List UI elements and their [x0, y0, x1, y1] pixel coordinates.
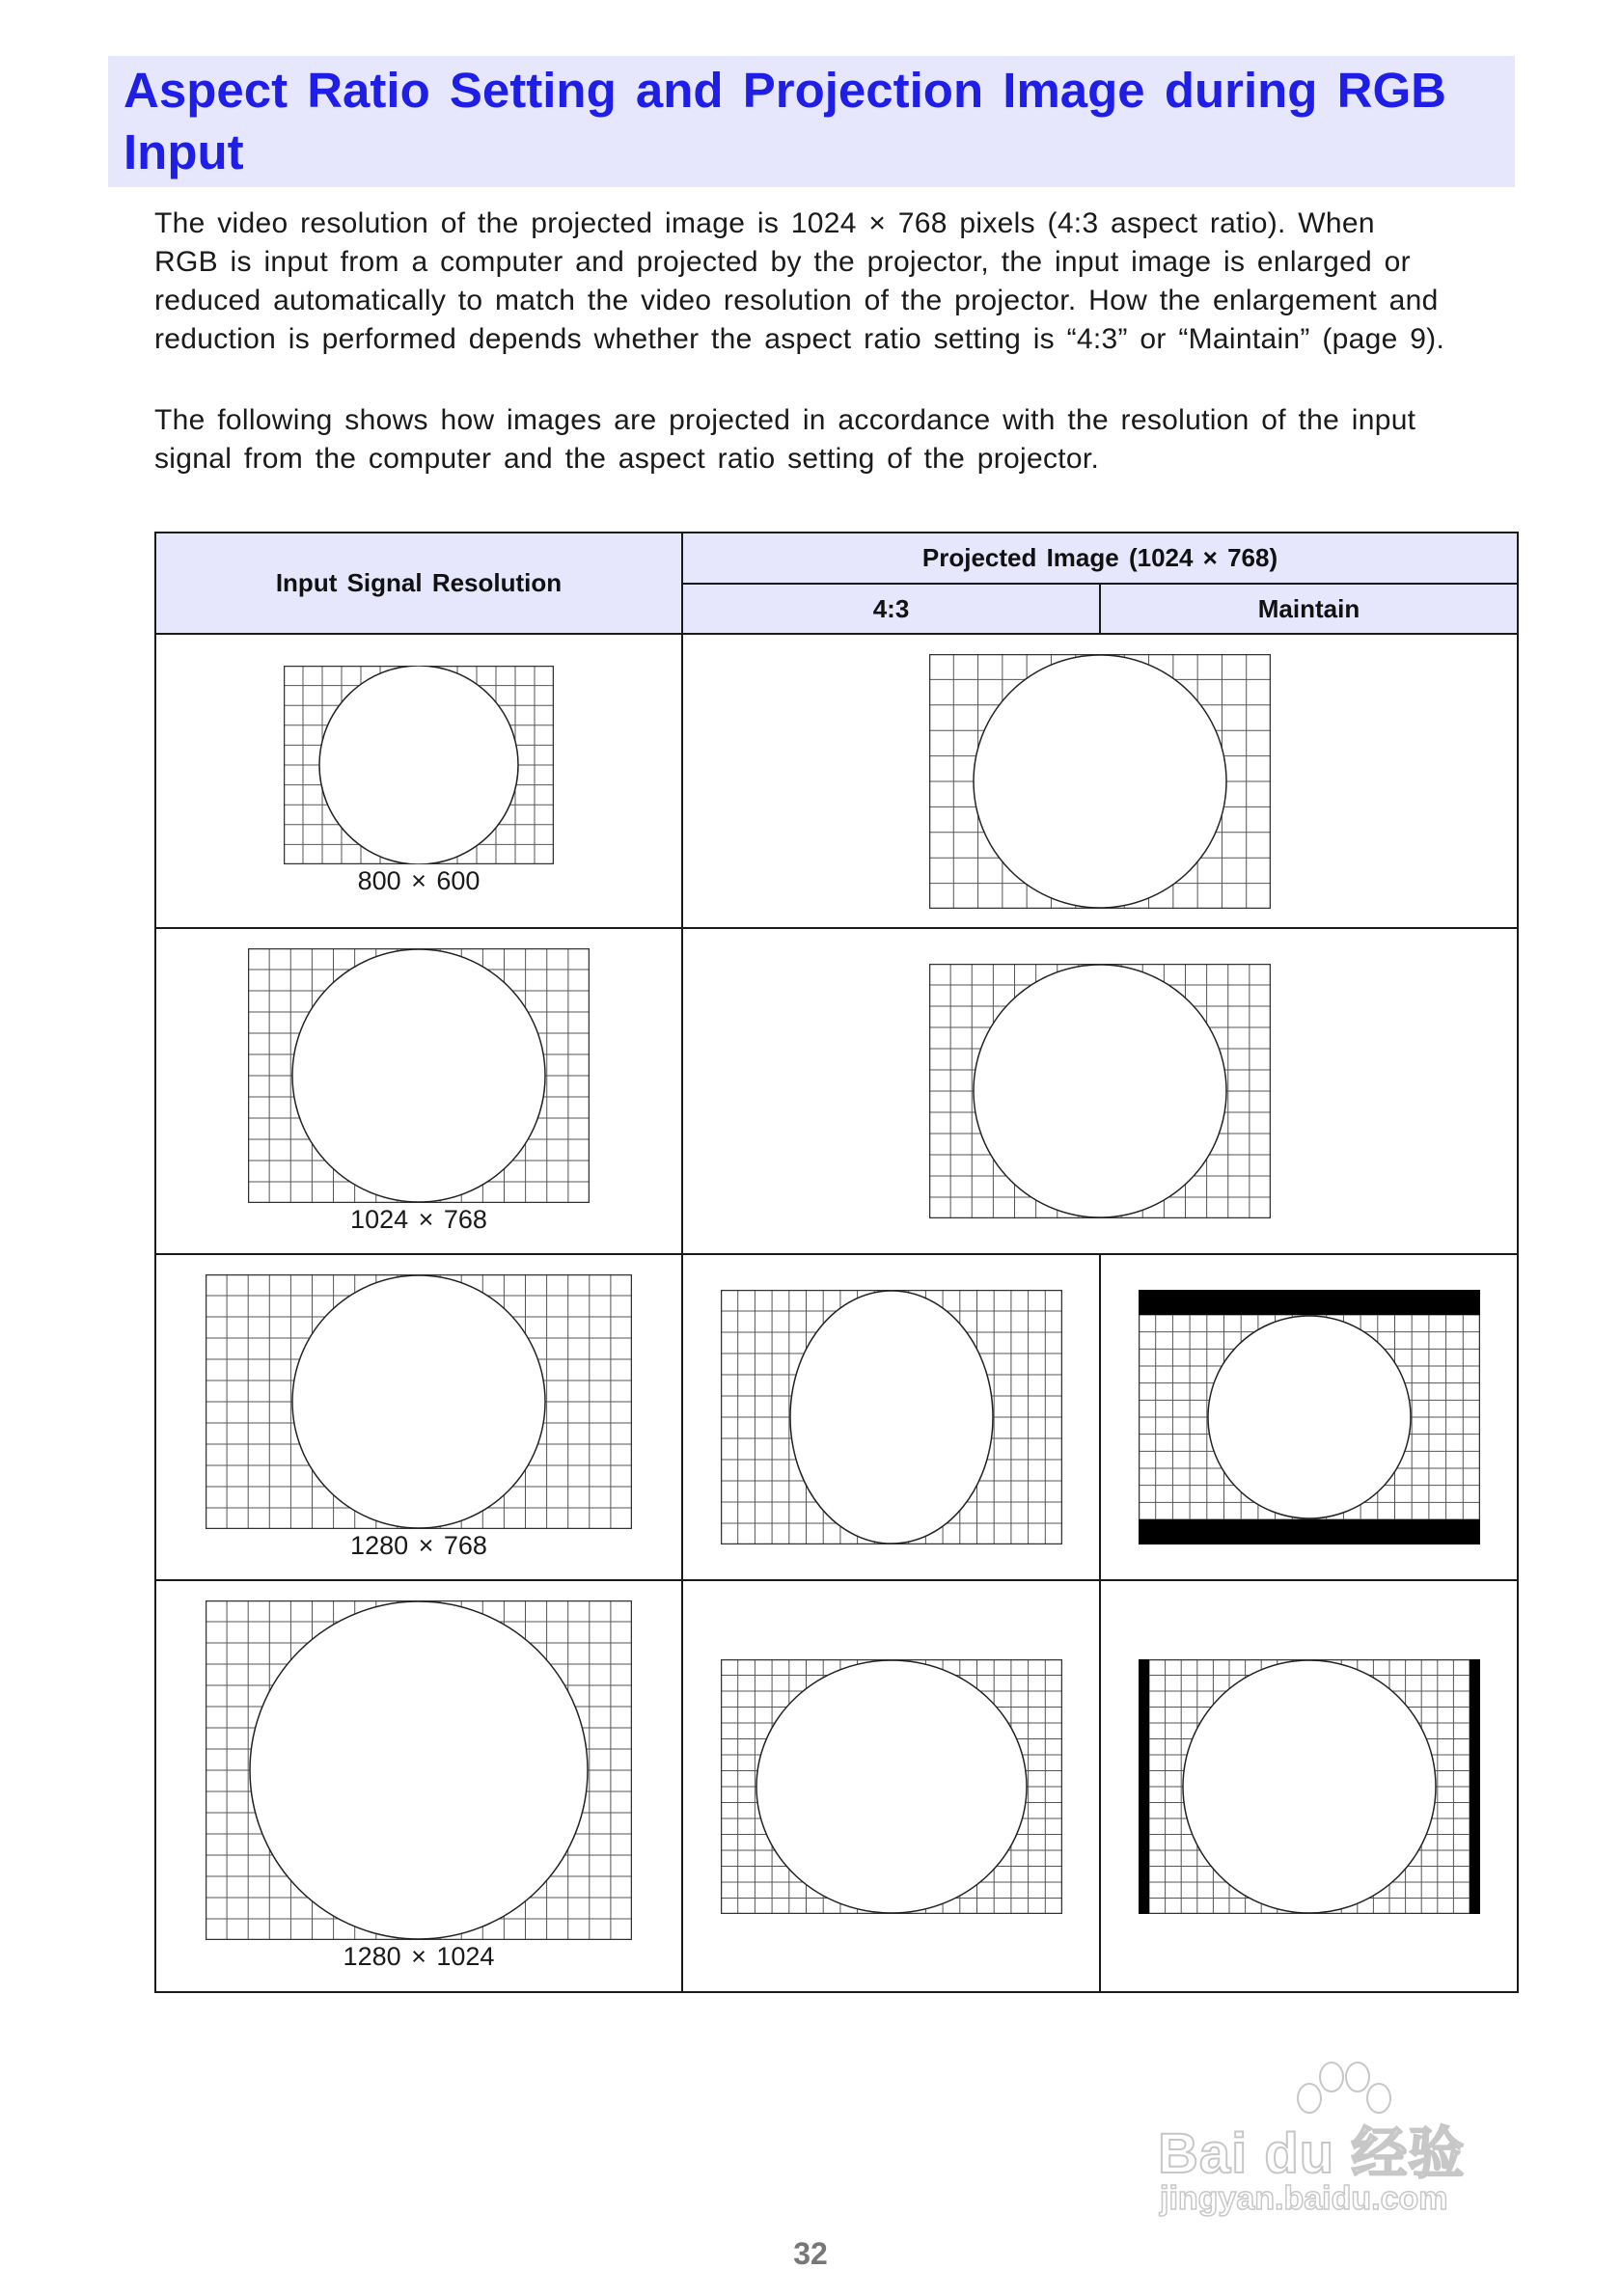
- projected-maintain-cell: [1100, 1580, 1518, 1992]
- description-paragraph: The following shows how images are projected in accordance with the resolution of the input signal from the computer and the aspect ratio setting of the projector.: [154, 404, 1416, 475]
- header-aspect-maintain: Maintain: [1100, 584, 1518, 634]
- test-pattern-stretched-4-3: [721, 1290, 1062, 1544]
- test-pattern-projected: [929, 964, 1271, 1218]
- page-title: Aspect Ratio Setting and Projection Image during RGB Input: [124, 63, 1446, 179]
- test-pattern-input-1280x1024: [206, 1600, 632, 1940]
- input-cell: [155, 1254, 682, 1580]
- projected-cell: [682, 928, 1518, 1254]
- test-circle: [790, 1291, 993, 1544]
- resolution-table: [154, 532, 1519, 1993]
- projected-cell: [682, 634, 1518, 928]
- test-circle: [756, 1660, 1027, 1913]
- test-circle: [1183, 1660, 1436, 1913]
- test-pattern-squashed-4-3: [721, 1659, 1062, 1914]
- resolution-table-wrap: [154, 532, 1517, 1991]
- test-pattern-projected: [929, 654, 1271, 909]
- page-number: 32: [793, 2236, 828, 2271]
- projected-4-3-cell: [682, 1580, 1100, 1992]
- table-row: [155, 928, 1518, 1254]
- test-pattern-letterbox-maintain: [1139, 1290, 1480, 1544]
- test-circle: [250, 1601, 588, 1939]
- input-cell: [155, 1580, 682, 1992]
- watermark-brand: Bai du 经验: [1158, 2122, 1466, 2185]
- test-pattern-pillarbox-maintain: [1139, 1659, 1480, 1914]
- test-circle: [1208, 1316, 1411, 1518]
- input-resolution-label: 1280 × 1024: [343, 1942, 495, 1971]
- projected-maintain-cell: [1100, 1254, 1518, 1580]
- intro-paragraph: The video resolution of the projected image is 1024 × 768 pixels (4:3 aspect ratio). When RGB is input from a computer and projected by the projector, the input image is enlarged or reduced automatically to match the video resolution of the projector. How the enlargement and reduction is performed depends whether the aspect ratio setting is “4:3” or “Maintain” (page 9).: [154, 207, 1445, 355]
- input-resolution-label: 800 × 600: [357, 866, 481, 895]
- test-pattern-input-800x600: [284, 666, 554, 864]
- table-row: [155, 1580, 1518, 1992]
- watermark-url: jingyan.baidu.com: [1160, 2180, 1448, 2217]
- test-circle: [974, 965, 1226, 1217]
- header-projected-image: Projected Image (1024 × 768): [682, 533, 1518, 584]
- table-row: [155, 1254, 1518, 1580]
- input-cell: [155, 634, 682, 928]
- test-circle: [319, 666, 518, 864]
- test-pattern-input-1024x768: [248, 948, 590, 1203]
- header-aspect-4-3: 4:3: [682, 584, 1100, 634]
- test-circle: [292, 1275, 545, 1528]
- input-resolution-label: 1280 × 768: [350, 1530, 487, 1560]
- input-resolution-label: 1024 × 768: [350, 1204, 487, 1234]
- test-pattern-input-1280x768: [206, 1274, 632, 1529]
- header-input-signal-resolution: Input Signal Resolution: [155, 533, 682, 634]
- input-cell: [155, 928, 682, 1254]
- baidu-watermark: [1148, 2060, 1553, 2253]
- projected-4-3-cell: [682, 1254, 1100, 1580]
- test-circle: [292, 949, 545, 1202]
- table-row: [155, 634, 1518, 928]
- test-circle: [974, 655, 1226, 908]
